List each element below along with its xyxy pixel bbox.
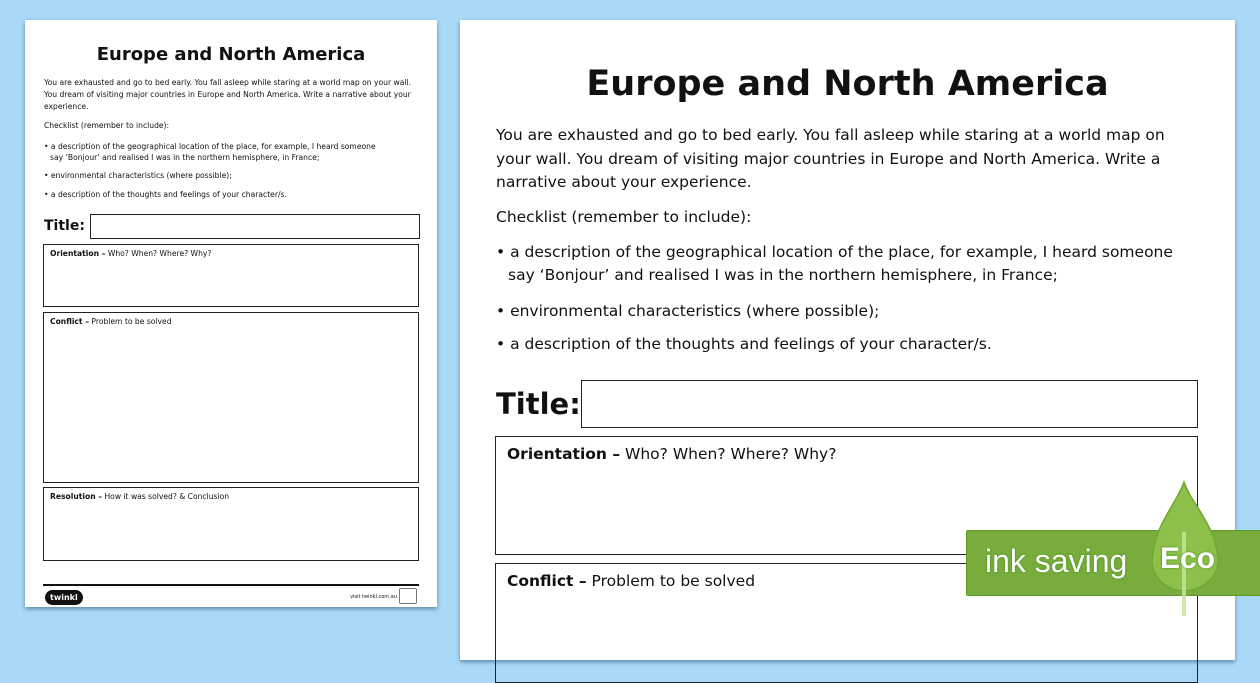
worksheet-title: Europe and North America (96, 44, 366, 65)
orientation-box[interactable] (43, 244, 419, 307)
section-label: Orientation – (507, 445, 621, 463)
title-field[interactable] (90, 214, 420, 239)
bullet: • a description of the thoughts and feelings of your character/s. (496, 335, 992, 353)
section-label: Conflict – (50, 317, 89, 326)
section-label: Resolution – (50, 492, 103, 501)
checklist-heading: Checklist (remember to include): (496, 208, 752, 226)
bullet: • a description of the geographical location of the place, for example, I heard someone (496, 243, 1173, 261)
section-desc: Who? When? Where? Why? (105, 249, 212, 258)
section-label: Conflict – (507, 572, 587, 590)
resolution-box[interactable] (43, 487, 419, 561)
intro-text: You are exhausted and go to bed early. You fall asleep while staring at a world map on your wall. You dream of visiting major countries in Europe and North America. Write a narrative about your experience. (496, 126, 1165, 191)
conflict-box[interactable] (43, 312, 419, 483)
bullet: • environmental characteristics (where possible); (496, 302, 880, 320)
eco-badge-text: Eco (1160, 542, 1216, 575)
worksheet-title: Europe and North America (586, 64, 1109, 104)
section-label: Orientation – (50, 249, 106, 258)
ink-saving-text: ink saving (985, 543, 1128, 579)
footer-divider (43, 584, 419, 586)
badge-icon (399, 588, 417, 604)
bullet: • a description of the geographical location of the place, for example, I heard someone (44, 142, 376, 151)
worksheet-thumbnail (25, 20, 437, 607)
footer-visit: visit twinkl.com.au (350, 594, 397, 600)
twinkl-logo: twinkl (45, 590, 83, 605)
section-desc: Problem to be solved (586, 572, 756, 590)
bullet: say ‘Bonjour’ and realised I was in the northern hemisphere, in France; (50, 153, 320, 162)
bullet: say ‘Bonjour’ and realised I was in the northern hemisphere, in France; (508, 266, 1058, 284)
bullet: • a description of the thoughts and feelings of your character/s. (44, 190, 287, 199)
section-desc: Problem to be solved (89, 317, 172, 326)
section-desc: Who? When? Where? Why? (620, 445, 837, 463)
title-field[interactable] (581, 380, 1198, 428)
bullet: • environmental characteristics (where possible); (44, 171, 232, 180)
intro-text: You are exhausted and go to bed early. You fall asleep while staring at a world map on your wall. You dream of visiting major countries in Europe and North America. Write a narrative about your experience. (44, 78, 412, 111)
checklist-heading: Checklist (remember to include): (44, 121, 170, 130)
title-label: Title: (44, 218, 85, 234)
section-desc: How it was solved? & Conclusion (102, 492, 230, 501)
title-label: Title: (496, 387, 581, 421)
